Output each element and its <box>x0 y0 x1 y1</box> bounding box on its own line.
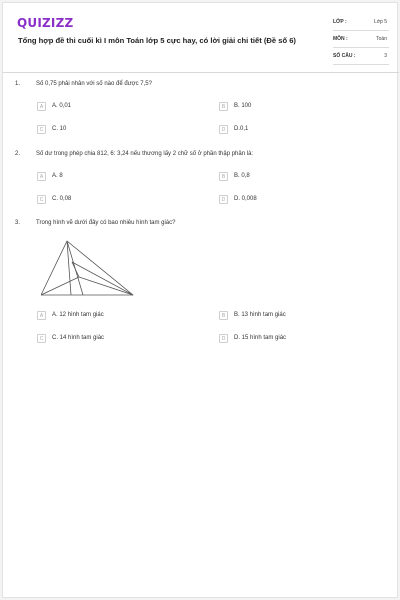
option-letter-box: B <box>219 311 228 320</box>
option-text: D.0,1 <box>234 126 249 132</box>
meta-row-subject <box>333 32 389 48</box>
meta-table <box>333 15 389 66</box>
meta-label: SỐ CÂU : <box>333 53 356 59</box>
worksheet-header <box>3 3 399 73</box>
option-letter-box: B <box>219 102 228 111</box>
meta-row-grade <box>333 15 389 31</box>
option-letter-box: C <box>37 125 46 134</box>
option-letter-box: A <box>37 311 46 320</box>
question-number: 2. <box>15 151 21 157</box>
option-text: A. 12 hình tam giác <box>52 312 104 318</box>
option-text: B. 100 <box>234 103 252 109</box>
meta-label: LỚP : <box>333 19 347 25</box>
worksheet-title: Tổng hợp đề thi cuối kì I môn Toán lớp 5 cực hay, có lời giải chi tiết (Đề số 6) <box>18 36 296 45</box>
option-text: A. 0,01 <box>52 103 72 109</box>
option-text: C. 0,08 <box>52 196 72 202</box>
option-letter-box: D <box>219 195 228 204</box>
meta-row-question-count <box>333 49 389 65</box>
option-text: D. 0,008 <box>234 196 257 202</box>
meta-label: MÔN : <box>333 36 348 42</box>
option-letter-box: C <box>37 334 46 343</box>
meta-value: 3 <box>384 53 387 59</box>
question-text: Số 0,75 phải nhân với số nào để được 7,5? <box>36 81 152 87</box>
inner-line <box>79 277 133 295</box>
option-letter-box: A <box>37 102 46 111</box>
quizizz-logo: QUIZIZZ <box>17 16 74 30</box>
worksheet-page <box>2 2 398 598</box>
inner-line <box>41 277 79 295</box>
question-text: Số dư trong phép chia 812, 6: 3,24 nếu thương lấy 2 chữ số ở phần thập phân là: <box>36 151 254 157</box>
question-number: 1. <box>15 81 21 87</box>
option-text: C. 14 hình tam giác <box>52 335 105 341</box>
option-text: C. 10 <box>52 126 67 132</box>
option-letter-box: B <box>219 172 228 181</box>
option-text: D. 15 hình tam giác <box>234 335 287 341</box>
meta-value: Toán <box>376 36 387 42</box>
option-letter-box: D <box>219 334 228 343</box>
option-letter-box: C <box>37 195 46 204</box>
option-letter-box: A <box>37 172 46 181</box>
option-text: B. 0,8 <box>234 173 250 179</box>
question-text: Trong hình vẽ dưới đây có bao nhiêu hình tam giác? <box>36 220 176 226</box>
option-text: A. 8 <box>52 173 63 179</box>
meta-value: Lớp 5 <box>373 19 387 25</box>
option-letter-box: D <box>219 125 228 134</box>
option-text: B. 13 hình tam giác <box>234 312 286 318</box>
question-number: 3. <box>15 220 21 226</box>
outer-triangle <box>41 241 133 295</box>
triangle-figure <box>41 239 137 299</box>
